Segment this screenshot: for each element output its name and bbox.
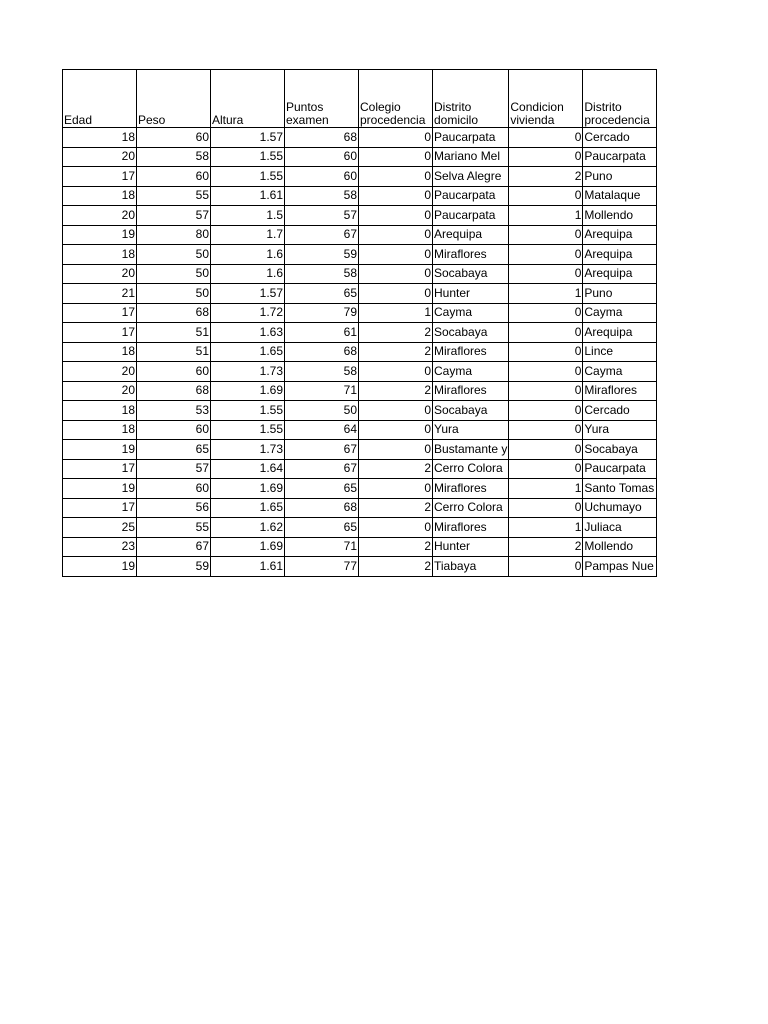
cell-puntos-examen: 58 — [285, 264, 359, 284]
table-row — [63, 362, 657, 382]
table-row — [63, 498, 657, 518]
cell-peso: 58 — [137, 147, 211, 167]
cell-altura: 1.73 — [211, 362, 285, 382]
cell-colegio-procedencia: 0 — [359, 206, 433, 226]
cell-distrito-domicilo: Miraflores — [433, 245, 509, 265]
cell-edad: 18 — [63, 186, 137, 206]
cell-distrito-domicilo: Socabaya — [433, 323, 509, 343]
cell-edad: 17 — [63, 323, 137, 343]
cell-condicion-vivienda: 0 — [509, 186, 583, 206]
cell-puntos-examen: 64 — [285, 420, 359, 440]
cell-edad: 18 — [63, 245, 137, 265]
cell-altura: 1.69 — [211, 537, 285, 557]
cell-edad: 17 — [63, 498, 137, 518]
cell-edad: 17 — [63, 167, 137, 187]
column-header-colegio-procedencia: Colegio procedencia — [359, 70, 433, 128]
column-header-distrito-procedencia: Distrito procedencia — [583, 70, 657, 128]
cell-peso: 55 — [137, 186, 211, 206]
table-row — [63, 537, 657, 557]
cell-distrito-procedencia: Arequipa — [583, 245, 657, 265]
cell-distrito-domicilo: Tiabaya — [433, 557, 509, 577]
cell-altura: 1.61 — [211, 557, 285, 577]
cell-edad: 20 — [63, 147, 137, 167]
table-row — [63, 284, 657, 304]
cell-peso: 60 — [137, 128, 211, 148]
cell-altura: 1.65 — [211, 498, 285, 518]
cell-distrito-domicilo: Mariano Mel — [433, 147, 509, 167]
cell-puntos-examen: 68 — [285, 498, 359, 518]
cell-condicion-vivienda: 0 — [509, 147, 583, 167]
cell-condicion-vivienda: 1 — [509, 518, 583, 538]
cell-condicion-vivienda: 2 — [509, 537, 583, 557]
cell-distrito-procedencia: Pampas Nue — [583, 557, 657, 577]
cell-altura: 1.65 — [211, 342, 285, 362]
table-row — [63, 225, 657, 245]
cell-altura: 1.5 — [211, 206, 285, 226]
cell-altura: 1.69 — [211, 381, 285, 401]
table-row — [63, 440, 657, 460]
cell-peso: 60 — [137, 479, 211, 499]
cell-altura: 1.57 — [211, 128, 285, 148]
cell-puntos-examen: 67 — [285, 225, 359, 245]
table-row — [63, 342, 657, 362]
cell-edad: 20 — [63, 362, 137, 382]
cell-distrito-procedencia: Cayma — [583, 362, 657, 382]
cell-puntos-examen: 67 — [285, 459, 359, 479]
cell-puntos-examen: 57 — [285, 206, 359, 226]
table-row — [63, 479, 657, 499]
cell-distrito-domicilo: Paucarpata — [433, 128, 509, 148]
cell-condicion-vivienda: 0 — [509, 362, 583, 382]
cell-distrito-procedencia: Socabaya — [583, 440, 657, 460]
cell-altura: 1.55 — [211, 167, 285, 187]
cell-puntos-examen: 58 — [285, 362, 359, 382]
cell-colegio-procedencia: 2 — [359, 381, 433, 401]
cell-condicion-vivienda: 1 — [509, 479, 583, 499]
cell-distrito-domicilo: Cayma — [433, 362, 509, 382]
cell-distrito-domicilo: Socabaya — [433, 401, 509, 421]
cell-condicion-vivienda: 2 — [509, 167, 583, 187]
cell-peso: 50 — [137, 284, 211, 304]
table-row — [63, 323, 657, 343]
cell-puntos-examen: 60 — [285, 147, 359, 167]
cell-peso: 65 — [137, 440, 211, 460]
column-header-puntos-examen: Puntos examen — [285, 70, 359, 128]
cell-condicion-vivienda: 0 — [509, 459, 583, 479]
cell-colegio-procedencia: 0 — [359, 362, 433, 382]
cell-altura: 1.72 — [211, 303, 285, 323]
cell-puntos-examen: 59 — [285, 245, 359, 265]
cell-peso: 57 — [137, 459, 211, 479]
cell-condicion-vivienda: 0 — [509, 498, 583, 518]
cell-distrito-procedencia: Matalaque — [583, 186, 657, 206]
cell-altura: 1.73 — [211, 440, 285, 460]
cell-colegio-procedencia: 0 — [359, 284, 433, 304]
cell-condicion-vivienda: 0 — [509, 440, 583, 460]
cell-altura: 1.55 — [211, 420, 285, 440]
cell-puntos-examen: 67 — [285, 440, 359, 460]
cell-distrito-procedencia: Paucarpata — [583, 459, 657, 479]
cell-condicion-vivienda: 1 — [509, 284, 583, 304]
column-header-peso: Peso — [137, 70, 211, 128]
cell-peso: 68 — [137, 381, 211, 401]
table-row — [63, 401, 657, 421]
cell-distrito-domicilo: Paucarpata — [433, 206, 509, 226]
cell-distrito-procedencia: Miraflores — [583, 381, 657, 401]
table-row — [63, 206, 657, 226]
cell-condicion-vivienda: 0 — [509, 303, 583, 323]
cell-edad: 18 — [63, 128, 137, 148]
cell-colegio-procedencia: 2 — [359, 323, 433, 343]
table-row — [63, 518, 657, 538]
cell-distrito-domicilo: Cerro Colora — [433, 459, 509, 479]
cell-altura: 1.7 — [211, 225, 285, 245]
cell-edad: 18 — [63, 420, 137, 440]
cell-distrito-procedencia: Uchumayo — [583, 498, 657, 518]
cell-puntos-examen: 79 — [285, 303, 359, 323]
cell-peso: 51 — [137, 342, 211, 362]
cell-peso: 50 — [137, 245, 211, 265]
cell-peso: 60 — [137, 167, 211, 187]
cell-edad: 17 — [63, 459, 137, 479]
cell-colegio-procedencia: 0 — [359, 225, 433, 245]
cell-edad: 19 — [63, 440, 137, 460]
cell-distrito-procedencia: Juliaca — [583, 518, 657, 538]
cell-puntos-examen: 65 — [285, 284, 359, 304]
cell-puntos-examen: 71 — [285, 381, 359, 401]
cell-condicion-vivienda: 0 — [509, 342, 583, 362]
cell-colegio-procedencia: 2 — [359, 537, 433, 557]
cell-distrito-domicilo: Cerro Colora — [433, 498, 509, 518]
cell-puntos-examen: 71 — [285, 537, 359, 557]
cell-edad: 23 — [63, 537, 137, 557]
cell-colegio-procedencia: 0 — [359, 147, 433, 167]
cell-distrito-domicilo: Hunter — [433, 537, 509, 557]
table-body — [63, 128, 657, 577]
cell-colegio-procedencia: 0 — [359, 440, 433, 460]
cell-edad: 20 — [63, 206, 137, 226]
cell-distrito-procedencia: Cercado — [583, 128, 657, 148]
table-row — [63, 167, 657, 187]
cell-edad: 21 — [63, 284, 137, 304]
cell-peso: 50 — [137, 264, 211, 284]
column-header-distrito-domicilo: Distrito domicilo — [433, 70, 509, 128]
cell-condicion-vivienda: 1 — [509, 206, 583, 226]
cell-distrito-domicilo: Cayma — [433, 303, 509, 323]
cell-distrito-procedencia: Santo Tomas — [583, 479, 657, 499]
table-row — [63, 381, 657, 401]
cell-peso: 60 — [137, 362, 211, 382]
data-table — [62, 69, 657, 577]
cell-colegio-procedencia: 0 — [359, 479, 433, 499]
cell-distrito-domicilo: Yura — [433, 420, 509, 440]
cell-edad: 20 — [63, 381, 137, 401]
cell-peso: 53 — [137, 401, 211, 421]
cell-altura: 1.62 — [211, 518, 285, 538]
cell-colegio-procedencia: 1 — [359, 303, 433, 323]
cell-condicion-vivienda: 0 — [509, 420, 583, 440]
cell-distrito-domicilo: Bustamante y — [433, 440, 509, 460]
table-row — [63, 186, 657, 206]
cell-puntos-examen: 68 — [285, 342, 359, 362]
cell-peso: 60 — [137, 420, 211, 440]
cell-edad: 19 — [63, 557, 137, 577]
cell-edad: 17 — [63, 303, 137, 323]
cell-puntos-examen: 58 — [285, 186, 359, 206]
cell-colegio-procedencia: 2 — [359, 498, 433, 518]
cell-puntos-examen: 68 — [285, 128, 359, 148]
cell-condicion-vivienda: 0 — [509, 225, 583, 245]
cell-distrito-procedencia: Lince — [583, 342, 657, 362]
cell-altura: 1.63 — [211, 323, 285, 343]
cell-colegio-procedencia: 0 — [359, 518, 433, 538]
cell-distrito-domicilo: Arequipa — [433, 225, 509, 245]
table-row — [63, 557, 657, 577]
table-row — [63, 264, 657, 284]
cell-peso: 55 — [137, 518, 211, 538]
cell-distrito-procedencia: Puno — [583, 167, 657, 187]
cell-distrito-domicilo: Socabaya — [433, 264, 509, 284]
cell-peso: 56 — [137, 498, 211, 518]
cell-puntos-examen: 65 — [285, 518, 359, 538]
cell-condicion-vivienda: 0 — [509, 245, 583, 265]
cell-edad: 20 — [63, 264, 137, 284]
cell-condicion-vivienda: 0 — [509, 381, 583, 401]
cell-distrito-domicilo: Miraflores — [433, 518, 509, 538]
cell-distrito-procedencia: Arequipa — [583, 264, 657, 284]
cell-peso: 67 — [137, 537, 211, 557]
cell-edad: 19 — [63, 225, 137, 245]
cell-colegio-procedencia: 0 — [359, 420, 433, 440]
cell-distrito-procedencia: Yura — [583, 420, 657, 440]
cell-distrito-procedencia: Mollendo — [583, 206, 657, 226]
cell-condicion-vivienda: 0 — [509, 128, 583, 148]
cell-peso: 68 — [137, 303, 211, 323]
cell-altura: 1.61 — [211, 186, 285, 206]
cell-distrito-domicilo: Paucarpata — [433, 186, 509, 206]
cell-edad: 18 — [63, 401, 137, 421]
cell-altura: 1.64 — [211, 459, 285, 479]
cell-distrito-procedencia: Arequipa — [583, 225, 657, 245]
cell-condicion-vivienda: 0 — [509, 264, 583, 284]
column-header-edad: Edad — [63, 70, 137, 128]
cell-distrito-procedencia: Puno — [583, 284, 657, 304]
cell-edad: 19 — [63, 479, 137, 499]
column-header-altura: Altura — [211, 70, 285, 128]
cell-distrito-domicilo: Miraflores — [433, 381, 509, 401]
cell-altura: 1.55 — [211, 147, 285, 167]
cell-colegio-procedencia: 2 — [359, 557, 433, 577]
cell-colegio-procedencia: 0 — [359, 167, 433, 187]
cell-altura: 1.57 — [211, 284, 285, 304]
cell-distrito-domicilo: Selva Alegre — [433, 167, 509, 187]
table-row — [63, 147, 657, 167]
table-row — [63, 420, 657, 440]
cell-puntos-examen: 65 — [285, 479, 359, 499]
cell-colegio-procedencia: 0 — [359, 401, 433, 421]
cell-distrito-procedencia: Arequipa — [583, 323, 657, 343]
cell-colegio-procedencia: 0 — [359, 264, 433, 284]
cell-altura: 1.6 — [211, 245, 285, 265]
cell-puntos-examen: 50 — [285, 401, 359, 421]
cell-edad: 18 — [63, 342, 137, 362]
table-row — [63, 128, 657, 148]
cell-distrito-procedencia: Paucarpata — [583, 147, 657, 167]
table-row — [63, 303, 657, 323]
cell-distrito-procedencia: Cercado — [583, 401, 657, 421]
cell-distrito-procedencia: Cayma — [583, 303, 657, 323]
cell-distrito-domicilo: Hunter — [433, 284, 509, 304]
column-header-condicion-vivienda: Condicion vivienda — [509, 70, 583, 128]
cell-altura: 1.55 — [211, 401, 285, 421]
cell-peso: 80 — [137, 225, 211, 245]
cell-colegio-procedencia: 2 — [359, 342, 433, 362]
cell-condicion-vivienda: 0 — [509, 323, 583, 343]
cell-colegio-procedencia: 0 — [359, 128, 433, 148]
cell-peso: 59 — [137, 557, 211, 577]
cell-distrito-domicilo: Miraflores — [433, 479, 509, 499]
cell-altura: 1.69 — [211, 479, 285, 499]
cell-condicion-vivienda: 0 — [509, 401, 583, 421]
cell-peso: 51 — [137, 323, 211, 343]
cell-puntos-examen: 60 — [285, 167, 359, 187]
cell-distrito-domicilo: Miraflores — [433, 342, 509, 362]
cell-peso: 57 — [137, 206, 211, 226]
cell-distrito-procedencia: Mollendo — [583, 537, 657, 557]
table-row — [63, 245, 657, 265]
cell-altura: 1.6 — [211, 264, 285, 284]
cell-condicion-vivienda: 0 — [509, 557, 583, 577]
cell-colegio-procedencia: 0 — [359, 245, 433, 265]
header-row — [63, 70, 657, 128]
cell-colegio-procedencia: 0 — [359, 186, 433, 206]
cell-edad: 25 — [63, 518, 137, 538]
cell-puntos-examen: 61 — [285, 323, 359, 343]
table-row — [63, 459, 657, 479]
cell-colegio-procedencia: 2 — [359, 459, 433, 479]
cell-puntos-examen: 77 — [285, 557, 359, 577]
